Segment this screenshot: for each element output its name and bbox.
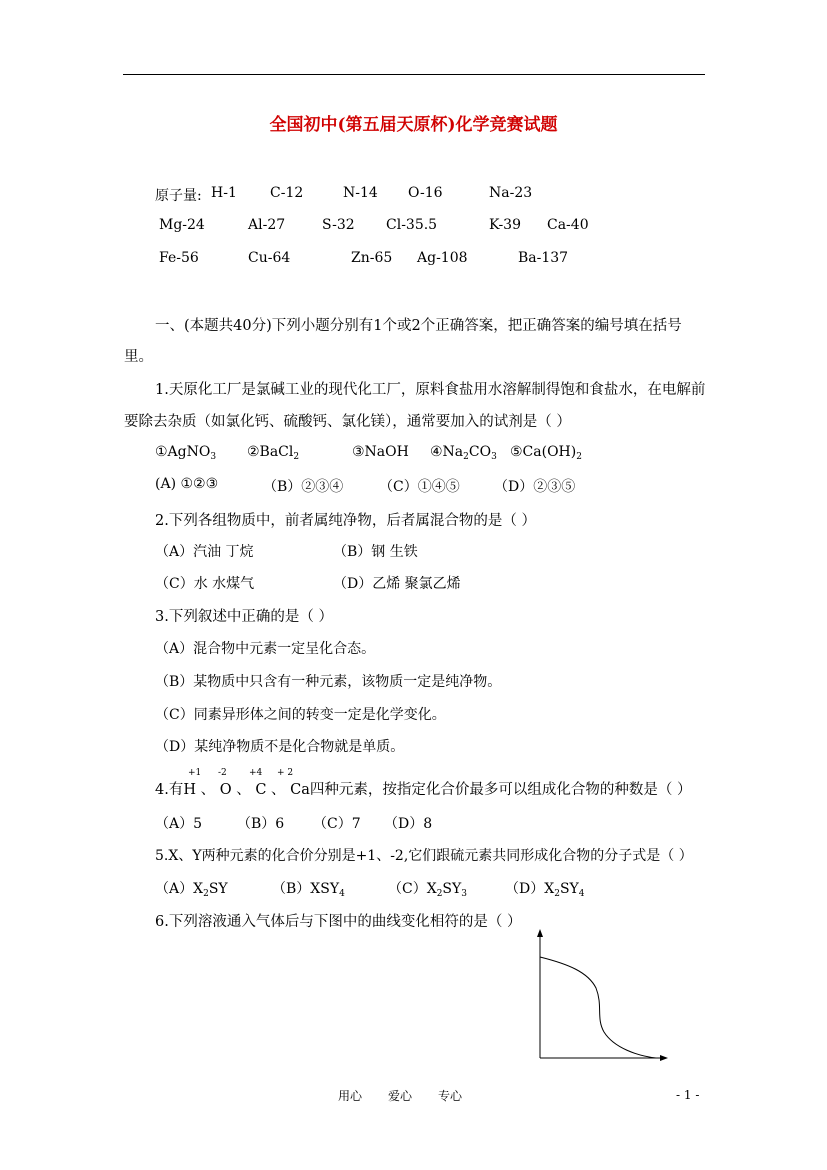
option-d: （D）8 (384, 816, 433, 832)
option-a: (A) ①②③ (155, 476, 219, 492)
option-b: $(B)XSY_4$ (272, 881, 345, 899)
option-b: （B）②③④ (263, 479, 344, 495)
option-c: （C）7 (313, 816, 361, 832)
valence-h: +1 (188, 768, 202, 778)
atomic-mass-item: N-14 (343, 185, 378, 201)
atomic-mass-item: Ag-108 (417, 250, 468, 266)
reagent: $⑤Ca(OH)_2$ (510, 444, 582, 462)
question-1-stem: 1.天原化工厂是氯碱工业的现代化工厂，原料食盐用水溶解制得饱和食盐水，在电解前 (155, 382, 706, 398)
curve-figure (528, 926, 673, 1066)
valence-ca: + 2 (277, 768, 294, 778)
option-c: （C）同素异形体之间的转变一定是化学变化。 (155, 707, 446, 723)
section-heading-cont: 里。 (124, 349, 153, 365)
atomic-mass-item: Al-27 (248, 217, 286, 233)
question-1-stem-cont: 要除去杂质（如氯化钙、硫酸钙、氯化镁），通常要加入的试剂是（ ） (124, 414, 571, 430)
reagent: ①AgNO$_3$ (155, 444, 217, 462)
footer-motto: 爱心 (388, 1089, 413, 1103)
atomic-mass-item: Ca-40 (547, 217, 589, 233)
option-a: （A）5 (155, 816, 203, 832)
y-axis-arrow (537, 929, 543, 937)
atomic-mass-item: H-1 (211, 185, 237, 201)
page-title: 全国初中(第五届天原杯)化学竞赛试题 (269, 115, 558, 135)
footer-motto: 用心 (338, 1089, 363, 1103)
option-d: （D）②③⑤ (494, 479, 576, 495)
x-axis-arrow (660, 1055, 668, 1061)
atomic-mass-item: Zn-65 (351, 250, 393, 266)
question-5-stem: 5.X、Y两种元素的化合价分别是+1、-2,它们跟硫元素共同形成化合物的分子式是（ ） (155, 848, 693, 864)
option-d: $(D)X_2SY_4$ (505, 881, 585, 899)
question-2-stem: 2.下列各组物质中，前者属纯净物，后者属混合物的是（ ） (155, 513, 536, 529)
atomic-mass-item: Cl-35.5 (386, 217, 438, 233)
option-d: （D）某纯净物质不是化合物就是单质。 (155, 739, 405, 755)
question-4-stem: 4.有H 、 O 、 C 、 Ca四种元素，按指定化合价最多可以组成化合物的种数是（ ） (155, 782, 692, 798)
reagent: ②BaCl$_2$ (247, 444, 300, 462)
page-number: - 1 - (676, 1088, 700, 1102)
atomic-mass-item: O-16 (408, 185, 443, 201)
option-a: （A）混合物中元素一定呈化合态。 (155, 641, 376, 657)
atomic-mass-item: Na-23 (489, 185, 533, 201)
atomic-mass-item: Fe-56 (159, 250, 199, 266)
option-c: $(C)X_2SY_3$ (388, 881, 467, 899)
atomic-mass-item: Ba-137 (518, 250, 569, 266)
atomic-mass-item: Mg-24 (159, 217, 205, 233)
option-c: （C）水 水煤气 (155, 576, 255, 592)
atomic-mass-item: C-12 (270, 185, 304, 201)
question-3-stem: 3.下列叙述中正确的是（ ） (155, 609, 333, 625)
option-c: （C）①④⑤ (379, 479, 460, 495)
option-b: （B）某物质中只含有一种元素，该物质一定是纯净物。 (155, 674, 502, 690)
option-a: （A）汽油 丁烷 (155, 544, 254, 560)
question-6-stem: 6.下列溶液通入气体后与下图中的曲线变化相符的是（ ） (155, 914, 522, 930)
valence-c: +4 (249, 768, 263, 778)
reagent: $④Na_2CO_3$ (430, 444, 497, 462)
option-b: （B）钢 生铁 (333, 544, 418, 560)
option-d: （D）乙烯 聚氯乙烯 (333, 576, 461, 592)
atomic-mass-item: K-39 (489, 217, 521, 233)
atomic-mass-label: 原子量: (155, 188, 202, 204)
atomic-mass-item: S-32 (322, 217, 355, 233)
valence-o: -2 (218, 768, 227, 778)
curve-line (540, 957, 656, 1058)
header-rule (123, 74, 705, 75)
option-b: （B）6 (237, 816, 285, 832)
reagent: ③NaOH (352, 444, 409, 460)
section-heading: 一、(本题共40分)下列小题分别有1个或2个正确答案，把正确答案的编号填在括号 (155, 318, 682, 334)
footer-motto: 专心 (438, 1089, 463, 1103)
atomic-mass-item: Cu-64 (248, 250, 291, 266)
option-a: $(A)X_2SY$ (155, 881, 228, 899)
